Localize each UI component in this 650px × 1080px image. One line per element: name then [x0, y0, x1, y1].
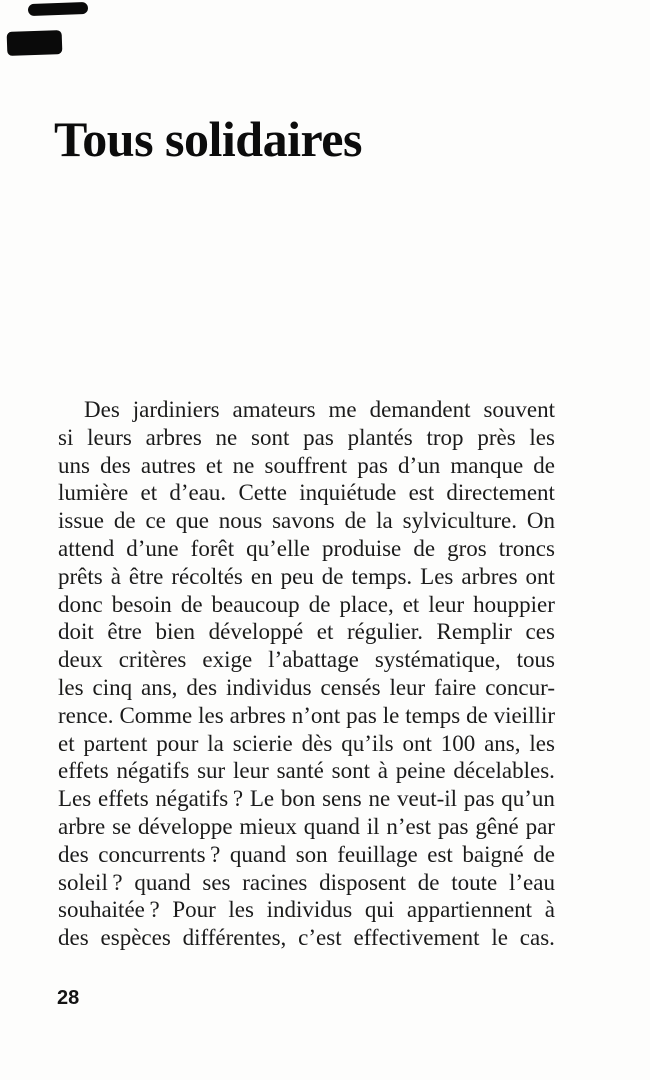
word: il [366, 813, 380, 839]
word: scierie [232, 730, 293, 756]
word: temps [405, 702, 461, 728]
word: houppier [473, 591, 555, 617]
text-line [58, 730, 555, 758]
word: pas [303, 424, 334, 450]
word: place, [339, 591, 394, 617]
word: besoin [111, 591, 172, 617]
text-line [58, 452, 555, 480]
word: et [140, 480, 158, 506]
text-line [58, 646, 555, 674]
word: la [207, 730, 224, 756]
word: le [382, 702, 400, 728]
word: développé [208, 619, 304, 645]
word: de [533, 841, 555, 867]
word: est [408, 480, 435, 506]
word: négatifs ? [155, 786, 244, 812]
word: sylviculture. [402, 508, 517, 534]
word: négatifs [116, 758, 190, 784]
word: feuillage [337, 841, 418, 867]
word: leur [233, 758, 269, 784]
word: exige [202, 647, 253, 673]
word: cinq [92, 674, 133, 700]
word: Cette [238, 480, 287, 506]
text-line [58, 479, 555, 507]
word: si [58, 424, 74, 450]
word: que [175, 508, 209, 534]
text-line [58, 757, 555, 785]
word: la [376, 508, 393, 534]
word: gêné [475, 813, 519, 839]
word: ne [215, 424, 238, 450]
text-line [58, 896, 555, 924]
word: Comme [119, 702, 193, 728]
word: plantés [347, 424, 413, 450]
page-number: 28 [57, 987, 80, 1009]
word: soleil ? [58, 869, 123, 895]
word: 100 [440, 730, 476, 756]
word: être [128, 563, 164, 589]
word: gros [447, 535, 487, 561]
word: vieillir [493, 702, 555, 728]
word: doit [58, 619, 94, 645]
word: d’un [398, 452, 441, 478]
word: Les [420, 563, 454, 589]
word: amateurs [232, 397, 316, 422]
word: arbres [145, 424, 202, 450]
word: de [308, 591, 331, 617]
word: d’eau. [169, 480, 227, 506]
word: souvent [483, 397, 555, 422]
text-line [58, 785, 555, 813]
word: lumière [58, 480, 129, 506]
word: leur [389, 674, 426, 700]
word: le [491, 925, 508, 951]
word: pour [156, 730, 199, 756]
word: critères [118, 647, 187, 673]
text-line [58, 563, 555, 591]
word: uns [58, 452, 90, 478]
word: individus [225, 674, 312, 700]
word: de [466, 702, 488, 728]
word: deux [58, 647, 103, 673]
word: être [107, 619, 142, 645]
word: ont [525, 563, 555, 589]
word: peu [280, 563, 314, 589]
word: d’une [126, 535, 179, 561]
word: peine [395, 758, 446, 784]
word: de [180, 591, 203, 617]
word: et [205, 452, 223, 478]
word: quand [303, 813, 360, 839]
word: n’ont [291, 702, 341, 728]
word: baigné [462, 841, 524, 867]
word: bien [155, 619, 196, 645]
word: effets [97, 786, 149, 812]
text-line [58, 507, 555, 535]
word: de [417, 869, 440, 895]
word: les [529, 424, 555, 450]
word: les [198, 702, 224, 728]
word: des [100, 452, 131, 478]
word: attend [58, 535, 115, 561]
word: des [58, 925, 89, 951]
word: arbres [461, 563, 518, 589]
word: ce [145, 508, 166, 534]
word: souffrent [264, 452, 348, 478]
word: donc [58, 591, 103, 617]
word: individus [266, 897, 353, 923]
word: sens [322, 786, 362, 812]
word: espèces [100, 925, 171, 951]
word: les [228, 897, 254, 923]
word: Les [58, 786, 92, 812]
word: directement [446, 480, 555, 506]
word: pas [437, 813, 469, 839]
word: à [544, 897, 555, 923]
word: manque [450, 452, 524, 478]
word: mieux [239, 813, 297, 839]
word: produise [322, 535, 402, 561]
word: de [533, 452, 555, 478]
word: ses [202, 869, 231, 895]
word: toute [451, 869, 498, 895]
word: pas [357, 452, 388, 478]
word: décelables. [453, 758, 555, 784]
word: tous [516, 647, 555, 673]
word: savons [272, 508, 335, 534]
word: quand [229, 841, 287, 867]
word: concurrents ? [98, 841, 221, 867]
word: pas [346, 702, 377, 728]
word: jardiniers [132, 397, 220, 422]
text-line [58, 841, 555, 869]
word: me [328, 397, 357, 422]
word: ne [232, 452, 255, 478]
text-line [58, 591, 555, 619]
word: beaucoup [211, 591, 300, 617]
scan-mark-top [28, 2, 88, 16]
word: effectivement [353, 925, 480, 951]
word: quand [134, 869, 191, 895]
word: censés [320, 674, 381, 700]
word: sont [251, 424, 290, 450]
word: différentes, [182, 925, 287, 951]
word: arbres [229, 702, 286, 728]
word: régulier. [346, 619, 423, 645]
word: troncs [498, 535, 555, 561]
word: forêt [190, 535, 235, 561]
text-line [58, 674, 555, 702]
word: les [58, 674, 84, 700]
scan-mark-bottom [7, 30, 63, 56]
word: récoltés [171, 563, 243, 589]
word: souhaitée ? [58, 897, 160, 923]
word: leur [428, 591, 465, 617]
text-line [58, 869, 555, 897]
word: appartiennent [406, 897, 533, 923]
word: sont [331, 758, 370, 784]
text-line [58, 618, 555, 646]
text-line [58, 813, 555, 841]
word: veut-il [396, 786, 458, 812]
word: à [110, 563, 121, 589]
word: cas. [519, 925, 555, 951]
word: ont [402, 730, 432, 756]
word: leurs [87, 424, 132, 450]
word: nous [218, 508, 263, 534]
word: autres [140, 452, 196, 478]
text-line [58, 396, 555, 424]
word: Le [249, 786, 275, 812]
word: près [477, 424, 516, 450]
word: ans, [484, 730, 521, 756]
word: issue [58, 508, 104, 534]
word: et [402, 591, 420, 617]
word: ne [368, 786, 391, 812]
word: qu’un [501, 786, 555, 812]
word: qu’elle [246, 535, 310, 561]
text-line [58, 702, 555, 730]
word: est [427, 841, 453, 867]
word: Pour [172, 897, 216, 923]
word: santé [276, 758, 324, 784]
paragraph [58, 396, 555, 952]
text-line [58, 535, 555, 563]
word: ans, [141, 674, 178, 700]
word: sur [197, 758, 226, 784]
word: en [250, 563, 273, 589]
word: temps. [351, 563, 413, 589]
word: disposent [319, 869, 407, 895]
word: des [58, 841, 89, 867]
word: On [526, 508, 555, 534]
chapter-title: Tous solidaires [54, 110, 362, 167]
word: demandent [369, 397, 471, 422]
word: des [186, 674, 218, 700]
word: bon [280, 786, 316, 812]
word: se [112, 813, 132, 839]
word: qui [364, 897, 395, 923]
word: de [321, 563, 344, 589]
text-line [58, 924, 555, 952]
word: racines [242, 869, 308, 895]
word: qu’ils [341, 730, 394, 756]
word: rence. [58, 702, 114, 728]
word: et [58, 730, 75, 756]
word: développe [138, 813, 233, 839]
word: pas [463, 786, 495, 812]
word: faire [434, 674, 477, 700]
word: ces [525, 619, 555, 645]
word: Des [84, 397, 120, 422]
word: Remplir [436, 619, 512, 645]
word: l’eau [509, 869, 555, 895]
word: les [529, 730, 555, 756]
word: trop [426, 424, 464, 450]
word: concur- [485, 674, 555, 700]
word: son [295, 841, 328, 867]
word: prêts [58, 563, 103, 589]
word: et [316, 619, 334, 645]
word: l’abattage [268, 647, 359, 673]
word: de [413, 535, 436, 561]
word: de [113, 508, 136, 534]
word: systématique, [374, 647, 501, 673]
word: à [377, 758, 388, 784]
word: n’est [386, 813, 432, 839]
word: effets [58, 758, 109, 784]
word: inquiétude [299, 480, 397, 506]
word: de [344, 508, 367, 534]
word: c’est [298, 925, 342, 951]
word: partent [83, 730, 148, 756]
word: par [525, 813, 555, 839]
word: arbre [58, 813, 106, 839]
word: dès [301, 730, 333, 756]
text-line [58, 424, 555, 452]
